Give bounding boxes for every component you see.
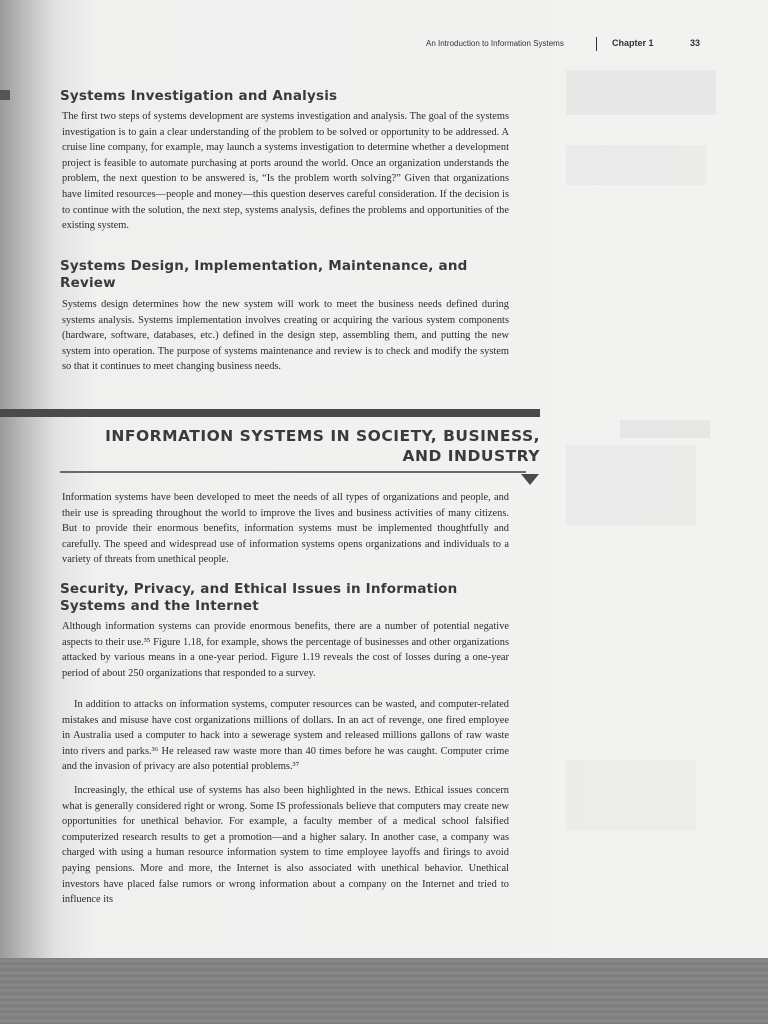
section-banner-bar	[0, 409, 540, 417]
section-heading-investigation: Systems Investigation and Analysis	[60, 88, 338, 104]
page-number: 33	[690, 38, 701, 48]
spine-mark	[0, 90, 10, 100]
bleed-through-margin-note	[620, 420, 710, 438]
section-heading-security: Security, Privacy, and Ethical Issues in Information Systems and the Internet	[60, 581, 458, 614]
paragraph-security-1: Although information systems can provide enormous benefits, there are a number of potential negative aspects to their use.³⁵ Figure 1.18, for example, shows the percentage of businesses and other organizations attacked by various means in a one-year period. Figure 1.19 reveals the cost of losses during a one-year period of about 250 organizations that responded to a survey.	[62, 621, 509, 679]
scanner-bed-background	[0, 958, 768, 1024]
bleed-through-margin-note	[566, 70, 716, 115]
banner-rule	[60, 471, 526, 473]
paragraph-intro: Information systems have been developed to meet the needs of all types of organizations and people, and their use is spreading throughout the world to improve the lives and business activities of many citizens. But to provide their enormous benefits, information systems must be implemented thoughtfully and carefully. The speed and widespread use of information systems opens organizations and individuals to a variety of threats from unethical people.	[62, 492, 509, 566]
banner-title-line2: AND INDUSTRY	[402, 447, 540, 465]
paragraph-security-3: Increasingly, the ethical use of systems has also been highlighted in the news. Ethical issues concern what is generally considered right or wrong. Some IS professionals believe that computers may create new opportunities for unethical behavior. For example, a faculty member of a medical school falsified computerized research results to get a promotion—and a higher salary. In another case, a company was charged with using a human resource information system to time employee layoffs and firings to avoid paying pensions. More and more, the Internet is also associated with unethical behavior. Unethical investors have placed false rumors or wrong information about a company on the Internet and tried to influence its	[62, 785, 509, 906]
section-heading-design: Systems Design, Implementation, Maintenance, and Review	[60, 258, 468, 291]
running-head-title: An Introduction to Information Systems	[426, 39, 564, 48]
paragraph-investigation: The first two steps of systems development are systems investigation and analysis. The goal of the systems investigation is to gain a clear understanding of the problem to be solved or opportunity to be addressed. A cruise line company, for example, may launch a systems investigation to determine whether a development project is feasible to automate purchasing at ports around the world. Once an organization understands the problem, the next question to be answered is, “Is the problem worth solving?” Given that organizations have limited resources—people and money—this question deserves careful consideration. If the decision is to continue with the solution, the next step, systems analysis, defines the problems and opportunities of the existing system.	[62, 111, 509, 232]
running-head	[400, 37, 730, 53]
banner-triangle-marker	[521, 474, 539, 485]
running-head-divider	[596, 37, 597, 51]
bleed-through-margin-note	[566, 760, 696, 830]
banner-title-line1: INFORMATION SYSTEMS IN SOCIETY, BUSINESS,	[105, 427, 540, 445]
section-banner-title	[60, 426, 540, 466]
paragraph-design: Systems design determines how the new system will work to meet the business needs defined during systems analysis. Systems implementation involves creating or acquiring the various system components (hardware, software, databases, etc.) defined in the design step, assembling them, and putting the new system into operation. The purpose of systems maintenance and review is to check and modify the system so that it continues to meet changing business needs.	[62, 299, 509, 373]
running-head-chapter: Chapter 1	[612, 38, 654, 48]
bleed-through-margin-note	[566, 145, 706, 185]
bleed-through-margin-note	[566, 445, 696, 525]
paragraph-security-2: In addition to attacks on information systems, computer resources can be wasted, and computer-related mistakes and misuse have cost organizations millions of dollars. In an act of revenge, one fired employee in Australia used a computer to hack into a sewerage system and released millions gallons of raw waste into rivers and parks.³⁶ He released raw waste more than 40 times before he was caught. Computer crime and the invasion of privacy are also potential problems.³⁷	[62, 699, 509, 773]
